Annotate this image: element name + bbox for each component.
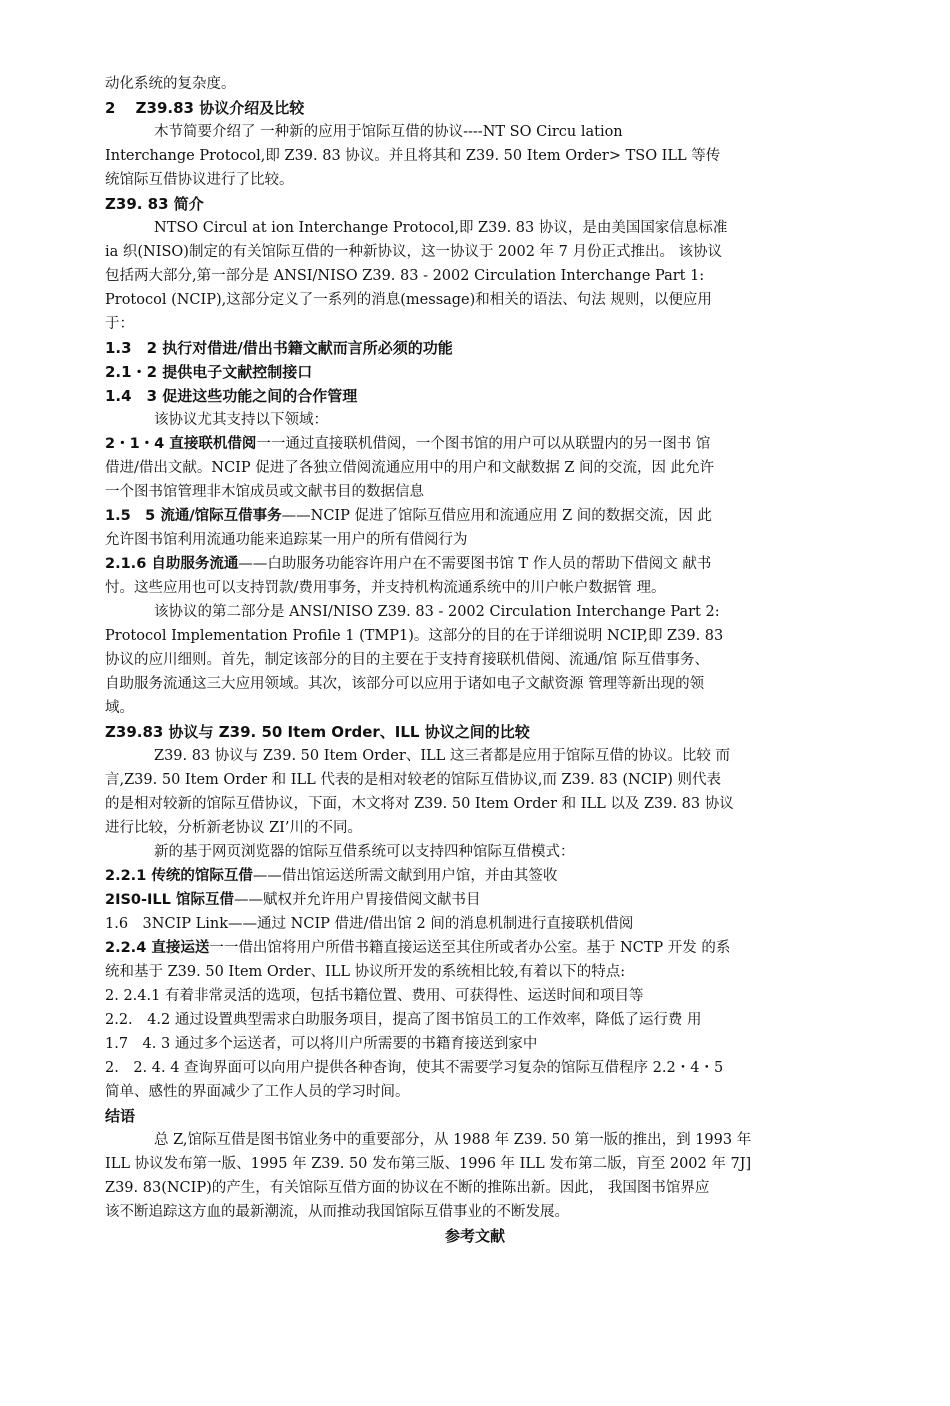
line-text: ——NCIP 促进了馆际互借应用和流通应用 Z 间的数据交流，因 此 (281, 508, 712, 524)
bold-lead: 2 Z39.83 协议介绍及比较 (105, 99, 305, 117)
bold-lead: 1.5 5 流通/馆际互借事务 (105, 508, 282, 524)
document-body (105, 72, 845, 1248)
line-text: 1.6 3NCIP Link——通过 NCIP 借进/借出馆 2 间的消息机制进行直接联机借阅 (105, 916, 634, 932)
text-line (105, 696, 845, 720)
line-text: 忖。这些应用也可以支持罚款/费用事务，并支持机构流通系统中的川户帐户数据管 理。 (105, 580, 666, 596)
text-line (105, 1056, 845, 1080)
text-line (105, 912, 845, 936)
line-text: 2.2. 4.2 通过设置典型需求白助服务项目，提高了图书馆员工的工作效率，降低了运行费 用 (105, 1012, 702, 1028)
text-line (105, 648, 845, 672)
line-text: 自助服务流通这三大应用领域。其次，该部分可以应用于诸如电子文献资源 管理等新出现的领 (105, 676, 705, 692)
text-line (105, 840, 845, 864)
line-text: ——借出馆运送所需文献到用户馆，并由其签收 (252, 868, 558, 884)
line-text: 2. 2. 4. 4 查询界面可以向用户提供各种杳询，使其不需要学习复杂的馆际互借程序 2.2・4・5 (105, 1060, 724, 1076)
line-text: 该不断追踪这方血的最新潮流，从而推动我国馆际互借事业的不断发展。 (105, 1204, 569, 1220)
line-text: 2. 2.4.1 有着非常灵活的选项，包括书籍位置、费用、可获得性、运送时间和项目等 (105, 988, 644, 1004)
line-text: 1.7 4. 3 通过多个运送者，可以将川户所需要的书籍育接送到家中 (105, 1036, 538, 1052)
bold-lead: 2IS0-ILL 馆际互借 (105, 892, 234, 908)
line-text: 包括两大部分,第一部分是 ANSI/NISO Z39. 83 - 2002 Circulation Interchange Part 1: (105, 268, 705, 284)
text-line (105, 936, 845, 960)
line-text: 一一借出馆将用户所借书籍直接运送至其住所或者办公室。基于 NCTP 开发 的系 (209, 940, 731, 956)
line-text: 新的基于网页浏览器的馆际互借系统可以支持四种馆际互借模式： (154, 844, 575, 860)
text-line (105, 456, 845, 480)
bold-lead: 参考文献 (444, 1227, 505, 1245)
text-line (105, 216, 845, 240)
text-line (105, 504, 845, 528)
line-text: 域。 (105, 700, 134, 716)
text-line (105, 984, 845, 1008)
text-line (105, 528, 845, 552)
line-text: 于： (105, 316, 134, 332)
text-line (105, 744, 845, 768)
text-line (105, 288, 845, 312)
line-text: ——白助服务功能容许用户在不需要图书馆 T 作人员的帮助下借阅文 献书 (238, 556, 712, 572)
text-line (105, 312, 845, 336)
line-text: 统和基于 Z39. 50 Item Order、ILL 协议所开发的系统相比较,有着以下的特点: (105, 964, 626, 980)
line-text: Interchange Protocol,即 Z39. 83 协议。并且将其和 Z39. 50 Item Order> TSO ILL 等传 (105, 148, 721, 164)
text-line (105, 960, 845, 984)
text-line (105, 1080, 845, 1104)
text-line (105, 168, 845, 192)
line-text: Z39. 83(NCIP)的产生，有关馆际互借方面的协议在不断的推陈出新。因此， 我国图书馆界应 (105, 1180, 710, 1196)
text-line (105, 1176, 845, 1200)
line-text: 进行比较，分析新老协议 ZI’川的不同。 (105, 820, 363, 836)
line-text: 统馆际互借协议进行了比较。 (105, 172, 294, 188)
section-heading (105, 96, 845, 120)
text-line (105, 672, 845, 696)
line-text: NTSO Circul at ion Interchange Protocol,即 Z39. 83 协议，是由美国国家信息标准 (154, 220, 728, 236)
text-line (105, 576, 845, 600)
text-line (105, 408, 845, 432)
line-text: 简单、感性的界面减少了工作人员的学习时间。 (105, 1084, 410, 1100)
text-line (105, 480, 845, 504)
line-text: ILL 协议发布第一版、1995 年 Z39. 50 发布第三版、1996 年 ILL 发布第二版，肓至 2002 年 7J] (105, 1156, 752, 1172)
bold-lead: 结语 (105, 1107, 136, 1125)
section-heading (105, 336, 845, 360)
bold-lead: Z39.83 协议与 Z39. 50 Item Order、ILL 协议之间的比较 (105, 723, 530, 741)
bold-lead: Z39. 83 简介 (105, 195, 204, 213)
line-text: 一一通过直接联机借阅，一个图书馆的用户可以从联盟内的另一图书 馆 (256, 436, 711, 452)
bold-lead: 1.3 2 执行对借进/借出书籍文献而言所必须的功能 (105, 339, 453, 357)
text-line (105, 1008, 845, 1032)
text-line (105, 1200, 845, 1224)
section-heading (105, 720, 845, 744)
line-text: 木节简要介绍了 一种新的应用于馆际互借的协议----NT SO Circu lation (154, 124, 623, 140)
text-line (105, 1128, 845, 1152)
line-text: 总 Z,馆际互借是图书馆业务中的重要部分，从 1988 年 Z39. 50 第一版的推出，到 1993 年 (154, 1132, 752, 1148)
section-heading (105, 192, 845, 216)
text-line (105, 624, 845, 648)
text-line (105, 144, 845, 168)
line-text: 一个图书馆管理非木馆成员或文献书目的数据信息 (105, 484, 424, 500)
text-line (105, 600, 845, 624)
line-text: 该协议尤其支持以下领域： (154, 412, 328, 428)
text-line (105, 432, 845, 456)
text-line (105, 888, 845, 912)
line-text: 借进/借出文献。NCIP 促进了各独立借阅流通应用中的用户和文献数据 Z 间的交流，因 此允许 (105, 460, 715, 476)
section-heading (105, 1104, 845, 1128)
line-text: ——赋权并允许用户胃接借阅文献书目 (233, 892, 481, 908)
text-line (105, 792, 845, 816)
text-line (105, 768, 845, 792)
bold-lead: 2.1.6 自助服务流通 (105, 556, 239, 572)
text-line (105, 816, 845, 840)
section-heading (105, 384, 845, 408)
line-text: 动化系统的复杂度。 (105, 76, 236, 92)
text-line (105, 1032, 845, 1056)
text-line (105, 864, 845, 888)
text-line (105, 552, 845, 576)
section-heading (105, 1224, 845, 1248)
line-text: Z39. 83 协议与 Z39. 50 Item Order、ILL 这三者都是应用于馆际互借的协议。比较 而 (154, 748, 731, 764)
text-line (105, 72, 845, 96)
text-line (105, 264, 845, 288)
line-text: 的是相对较新的馆际互借协议，下面，木文将对 Z39. 50 Item Order 和 ILL 以及 Z39. 83 协议 (105, 796, 734, 812)
bold-lead: 2.2.4 直接运送 (105, 940, 210, 956)
bold-lead: 2・1・4 直接联机借阅 (105, 436, 257, 452)
line-text: Protocol Implementation Profile 1 (TMP1)。这部分的目的在于详细说明 NCIP,即 Z39. 83 (105, 628, 724, 644)
bold-lead: 2.1・2 提供电子文献控制接口 (105, 363, 313, 381)
text-line (105, 1152, 845, 1176)
text-line (105, 120, 845, 144)
text-line (105, 240, 845, 264)
line-text: 该协议的第二部分是 ANSI/NISO Z39. 83 - 2002 Circulation Interchange Part 2: (154, 604, 720, 620)
line-text: ia 织(NISO)制定的有关馆际互借的一种新协议，这一协议于 2002 年 7 月份正式推出。 该协议 (105, 244, 723, 260)
line-text: 协议的应川细则。首先，制定该部分的目的主要在于支持育接联机借阅、流通/馆 际互借事务、 (105, 652, 709, 668)
section-heading (105, 360, 845, 384)
line-text: 言,Z39. 50 Item Order 和 ILL 代表的是相对较老的馆际互借协议,而 Z39. 83 (NCIP) 则代表 (105, 772, 722, 788)
line-text: Protocol (NCIP),这部分定义了一系列的消息(message)和相关的语法、句法 规则，以便应用 (105, 292, 712, 308)
line-text: 允许图书馆利用流通功能来追踪某一用户的所有借阅行为 (105, 532, 468, 548)
bold-lead: 2.2.1 传统的馆际互借 (105, 868, 253, 884)
bold-lead: 1.4 3 促进这些功能之间的合作管理 (105, 387, 358, 405)
